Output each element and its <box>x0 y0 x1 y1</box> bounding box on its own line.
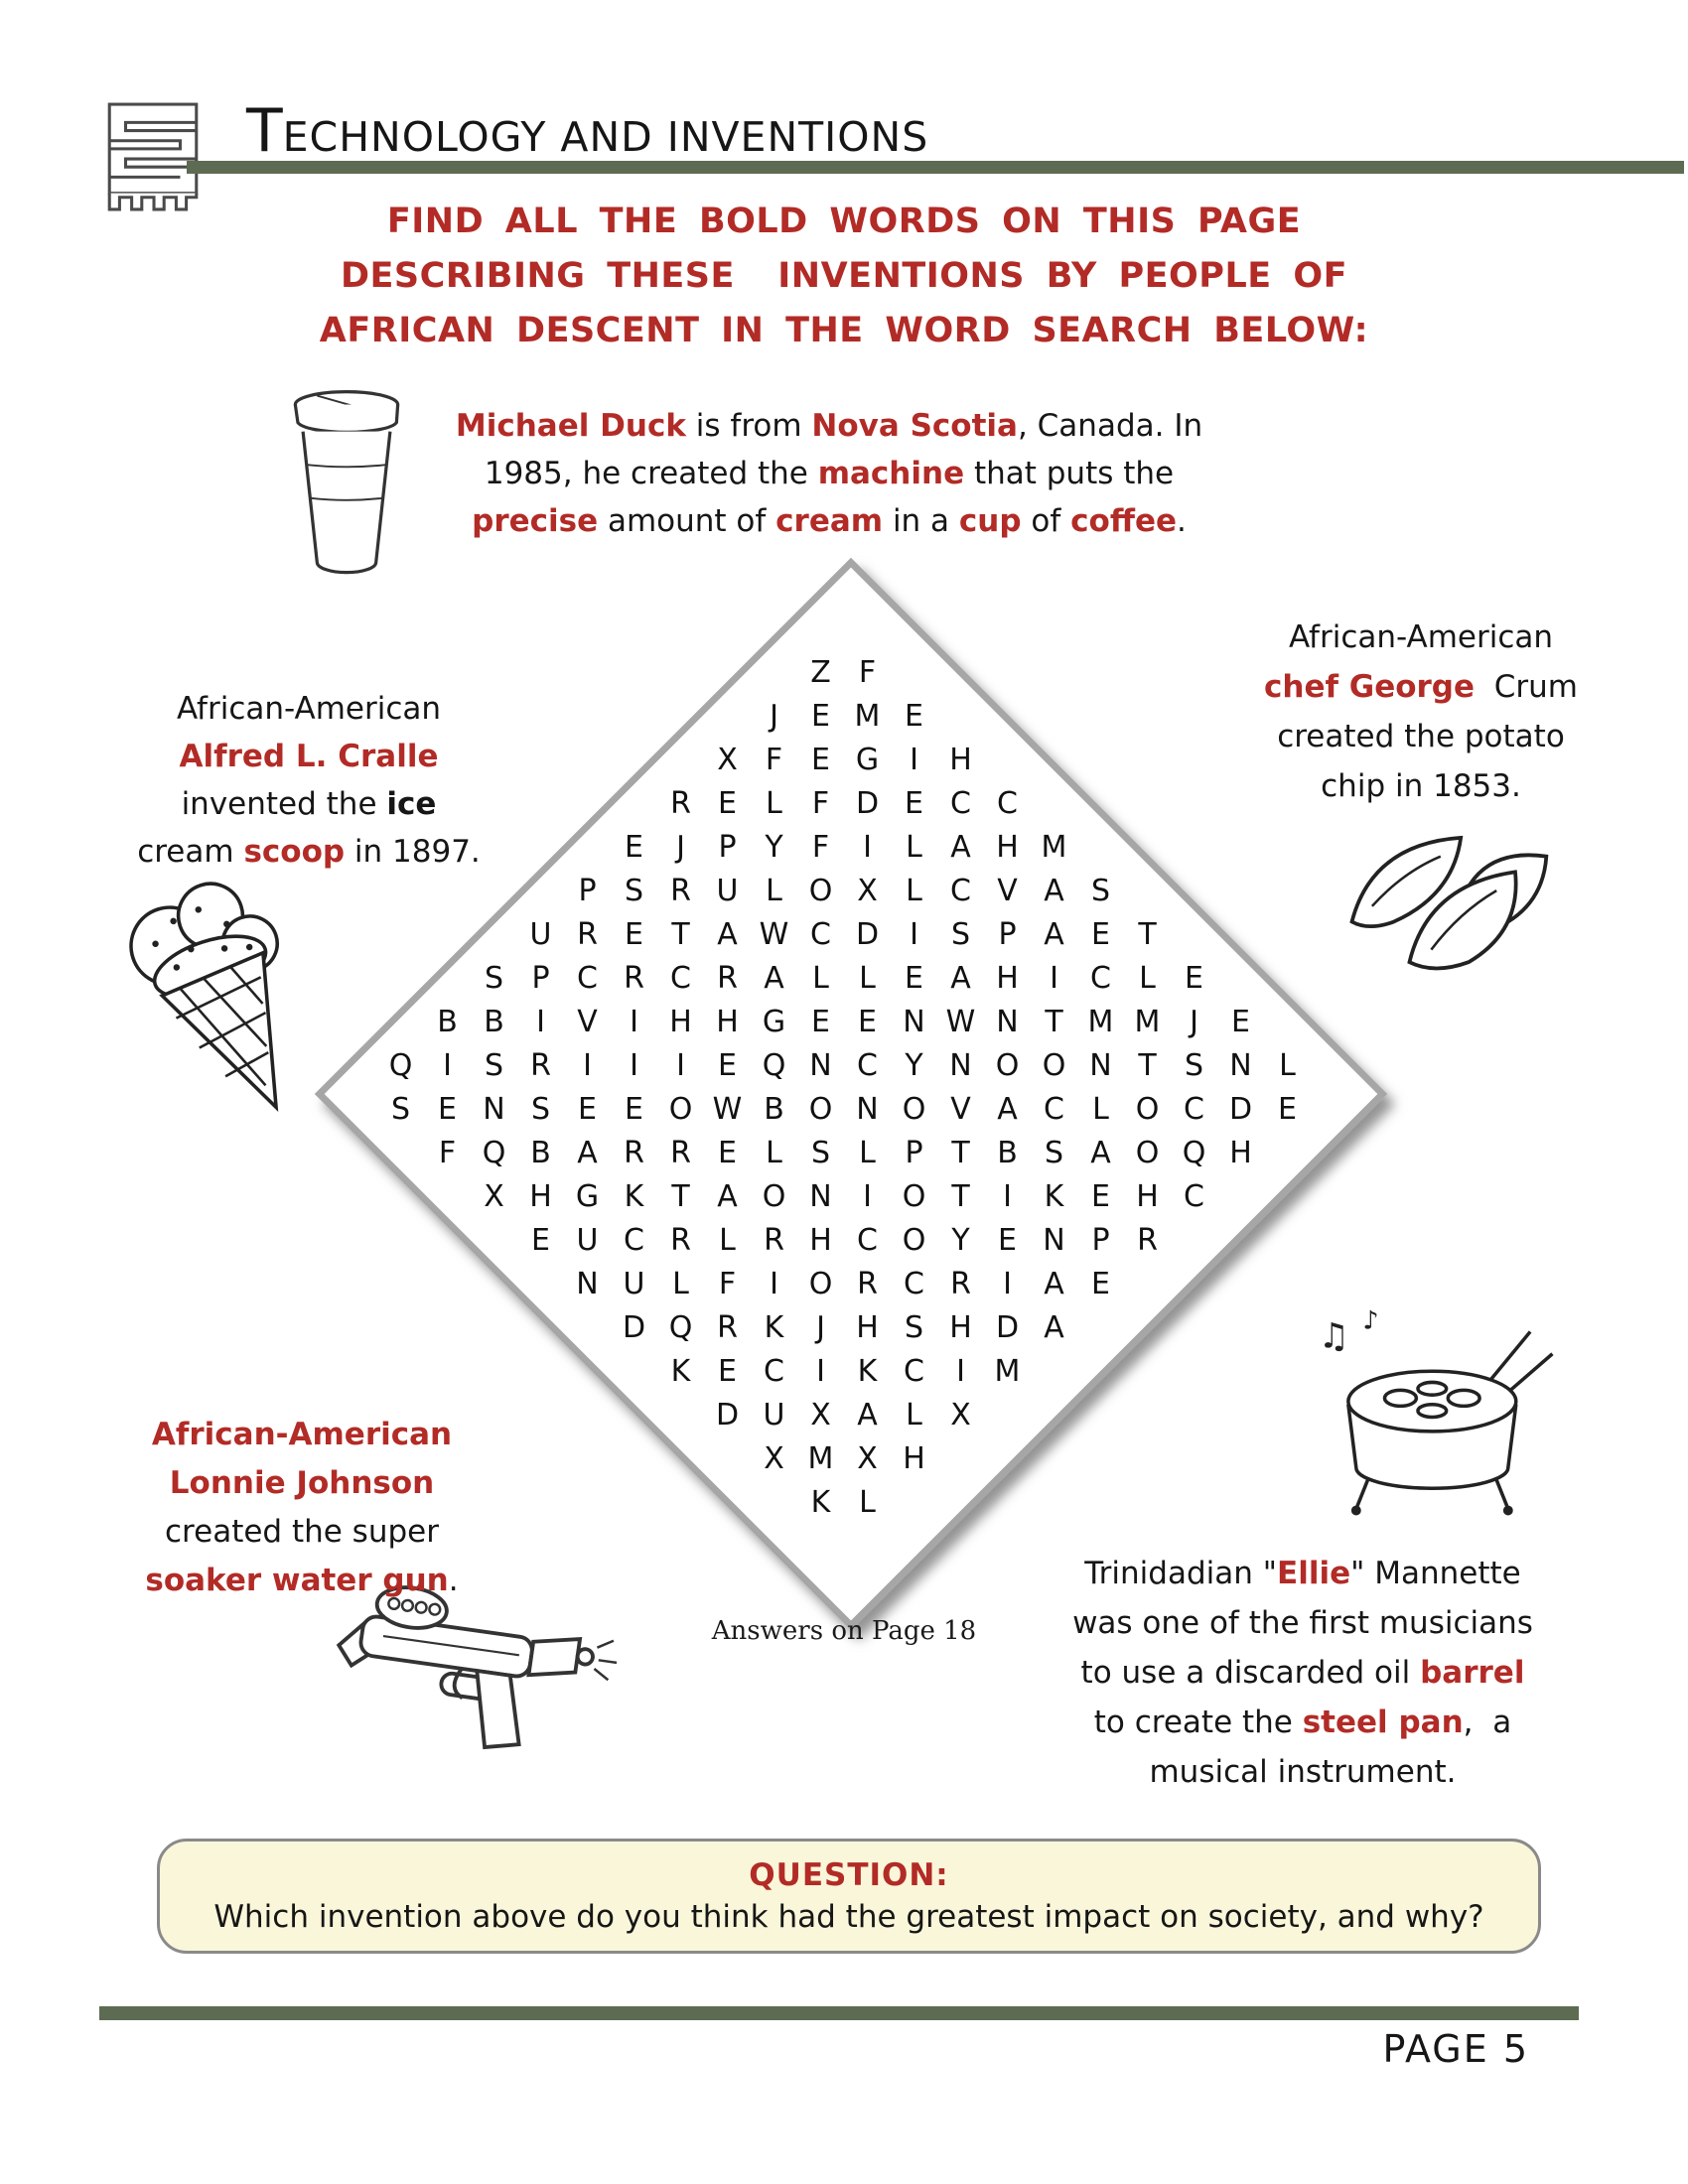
word-search-letter: H <box>949 1309 972 1345</box>
word-search-letter: O <box>808 1266 833 1301</box>
word-search-letter: A <box>997 1091 1018 1127</box>
word-search-letter: P <box>905 1135 923 1170</box>
text-line: FIND ALL THE BOLD WORDS ON THIS PAGE <box>386 202 1302 241</box>
word-search-row <box>0 912 1688 956</box>
text-line: musical instrument. <box>1149 1754 1457 1790</box>
word-search-letter: A <box>857 1397 878 1433</box>
word-search-letter: A <box>1044 1309 1064 1345</box>
word-search-letter: L <box>859 1135 876 1170</box>
svg-text:♪: ♪ <box>1362 1305 1379 1336</box>
word-search-letter: H <box>996 960 1019 996</box>
word-search-letter: E <box>1185 960 1203 996</box>
word-search-letter: I <box>863 1178 872 1214</box>
word-search-letter: L <box>906 829 922 865</box>
word-search-letter: A <box>577 1135 598 1170</box>
word-search-letter: R <box>670 785 691 821</box>
page-title-rest: ECHNOLOGY AND INVENTIONS <box>282 113 929 161</box>
word-search-row <box>0 1043 1688 1087</box>
word-search-letter: C <box>1044 1091 1064 1127</box>
word-search-letter: L <box>672 1266 689 1301</box>
word-search-letter: I <box>910 916 918 952</box>
question-box-text: Which invention above do you think had the greatest impact on society, and why? <box>213 1899 1484 1935</box>
word-search-letter: L <box>1139 960 1156 996</box>
word-search-letter: A <box>1090 1135 1111 1170</box>
text-line: Michael Duck is from Nova Scotia, Canada. In <box>455 408 1203 444</box>
word-search-letter: C <box>624 1222 644 1258</box>
word-search-letter: A <box>717 916 738 952</box>
word-search-letter: K <box>1044 1178 1064 1214</box>
word-search-letter: E <box>625 1091 643 1127</box>
word-search-letter: M <box>807 1440 834 1476</box>
word-search-letter: D <box>1228 1091 1253 1127</box>
word-search-letter: R <box>577 916 598 952</box>
word-search-letter: J <box>816 1309 825 1345</box>
word-search-letter: E <box>811 698 830 734</box>
word-search-letter: P <box>531 960 550 996</box>
word-search-letter: N <box>1089 1047 1112 1083</box>
word-search-letter: I <box>910 742 918 777</box>
word-search-letter: A <box>1044 916 1064 952</box>
word-search-letter: I <box>956 1353 965 1389</box>
word-search-letter: U <box>623 1266 645 1301</box>
word-search-letter: N <box>1043 1222 1065 1258</box>
word-search-letter: B <box>764 1091 784 1127</box>
text-line: African-American <box>1288 619 1554 655</box>
fact-ellie-mannette <box>1021 1549 1585 1797</box>
word-search-row <box>0 1087 1688 1131</box>
word-search-letter: E <box>1091 1178 1110 1214</box>
page-number: PAGE 5 <box>1382 2027 1529 2071</box>
word-search-letter: S <box>484 960 504 996</box>
word-search-letter: T <box>951 1178 970 1214</box>
word-search-letter: S <box>950 916 971 952</box>
word-search-letter: I <box>770 1266 778 1301</box>
word-search-letter: E <box>811 742 830 777</box>
word-search-letter: I <box>816 1353 825 1389</box>
text-line: was one of the first musicians <box>1072 1605 1533 1641</box>
word-search-letter: E <box>1091 1266 1110 1301</box>
word-search-letter: M <box>854 698 881 734</box>
word-search-letter: P <box>718 829 737 865</box>
word-search-letter: F <box>718 1266 737 1301</box>
word-search-letter: K <box>624 1178 644 1214</box>
word-search-letter: T <box>951 1135 970 1170</box>
word-search-letter: H <box>1229 1135 1252 1170</box>
word-search-letter: M <box>1041 829 1067 865</box>
word-search-row <box>0 1131 1688 1174</box>
text-line: African-American <box>176 691 442 727</box>
word-search-letter: A <box>717 1178 738 1214</box>
word-search-row <box>0 956 1688 1000</box>
word-search-letter: Q <box>762 1047 786 1083</box>
word-search-letter: E <box>625 829 643 865</box>
word-search-letter: D <box>715 1397 740 1433</box>
text-line: chip in 1853. <box>1321 768 1521 804</box>
word-search-letter: M <box>1134 1004 1161 1039</box>
word-search-letter: N <box>809 1178 832 1214</box>
word-search-letter: S <box>810 1135 831 1170</box>
word-search-letter: S <box>484 1047 504 1083</box>
word-search-letter: B <box>997 1135 1018 1170</box>
word-search-letter: L <box>859 1484 876 1520</box>
word-search-letter: O <box>808 873 833 908</box>
word-search-letter: O <box>902 1222 926 1258</box>
fact-michael-duck <box>412 402 1246 545</box>
word-search-letter: C <box>950 873 971 908</box>
word-search-letter: O <box>1042 1047 1066 1083</box>
text-line: precise amount of cream in a cup of coffee. <box>472 503 1187 539</box>
text-line: created the potato <box>1277 719 1565 754</box>
word-search-letter: R <box>717 960 738 996</box>
word-search-letter: R <box>670 1135 691 1170</box>
text-line: Trinidadian "Ellie" Mannette <box>1084 1556 1521 1591</box>
word-search-letter: E <box>1091 916 1110 952</box>
word-search-letter: E <box>718 1353 737 1389</box>
word-search-letter: S <box>1044 1135 1064 1170</box>
word-search-letter: I <box>1003 1178 1012 1214</box>
word-search-letter: E <box>811 1004 830 1039</box>
text-line: cream scoop in 1897. <box>137 834 481 870</box>
word-search-letter: H <box>809 1222 832 1258</box>
word-search-letter: L <box>1279 1047 1296 1083</box>
word-search-letter: A <box>764 960 784 996</box>
text-line: created the super <box>165 1514 439 1550</box>
word-search-letter: R <box>530 1047 551 1083</box>
word-search-row <box>0 1000 1688 1043</box>
word-search-letter: B <box>437 1004 458 1039</box>
word-search-letter: E <box>998 1222 1017 1258</box>
word-search-letter: E <box>718 1047 737 1083</box>
word-search-letter: C <box>904 1266 924 1301</box>
word-search-letter: C <box>997 785 1018 821</box>
word-search-letter: O <box>995 1047 1020 1083</box>
word-search-letter: S <box>624 873 644 908</box>
word-search-letter: I <box>443 1047 452 1083</box>
text-line: soaker water gun. <box>145 1563 459 1598</box>
word-search-letter: Q <box>388 1047 413 1083</box>
word-search-letter: V <box>577 1004 598 1039</box>
word-search-letter: L <box>766 785 782 821</box>
word-search-letter: I <box>536 1004 545 1039</box>
word-search-letter: V <box>950 1091 971 1127</box>
word-search-letter: X <box>717 742 738 777</box>
word-search-letter: I <box>1050 960 1058 996</box>
word-search-letter: W <box>945 1004 976 1039</box>
word-search-letter: R <box>670 1222 691 1258</box>
page-title-initial: T <box>246 96 283 166</box>
word-search-letter: R <box>857 1266 878 1301</box>
word-search-row <box>0 1218 1688 1262</box>
question-box-title: QUESTION: <box>749 1857 949 1893</box>
word-search-letter: N <box>949 1047 972 1083</box>
word-search-letter: B <box>530 1135 551 1170</box>
word-search-letter: G <box>575 1178 600 1214</box>
word-search-letter: R <box>717 1309 738 1345</box>
word-search-letter: Y <box>765 829 783 865</box>
word-search-letter: J <box>770 698 778 734</box>
word-search-letter: R <box>950 1266 971 1301</box>
word-search-letter: O <box>1135 1135 1160 1170</box>
word-search-letter: L <box>812 960 829 996</box>
fact-george-crum <box>1234 613 1608 811</box>
word-search-letter: J <box>676 829 685 865</box>
word-search-letter: Q <box>482 1135 506 1170</box>
word-search-letter: C <box>904 1353 924 1389</box>
word-search-letter: O <box>902 1091 926 1127</box>
word-search-letter: C <box>1184 1091 1204 1127</box>
word-search-letter: U <box>716 873 739 908</box>
word-search-letter: D <box>995 1309 1020 1345</box>
word-search-letter: M <box>1087 1004 1114 1039</box>
text-line: invented the ice <box>181 786 437 822</box>
word-search-letter: N <box>856 1091 879 1127</box>
word-search-letter: T <box>1138 1047 1157 1083</box>
text-line: DESCRIBING THESE INVENTIONS BY PEOPLE OF <box>340 256 1348 296</box>
word-search-letter: D <box>622 1309 646 1345</box>
text-line: chef George Crum <box>1264 669 1578 705</box>
word-search-letter: S <box>904 1309 924 1345</box>
word-search-letter: S <box>1184 1047 1204 1083</box>
text-line: African-American <box>151 1417 453 1452</box>
word-search-letter: F <box>765 742 783 777</box>
word-search-letter: T <box>671 916 690 952</box>
word-search-letter: S <box>390 1091 411 1127</box>
word-search-letter: A <box>1044 873 1064 908</box>
word-search-letter: N <box>903 1004 925 1039</box>
word-search-letter: C <box>670 960 691 996</box>
answers-note: Answers on Page 18 <box>711 1616 977 1646</box>
word-search-letter: X <box>950 1397 971 1433</box>
word-search-row <box>0 1349 1688 1393</box>
word-search-letter: E <box>718 1135 737 1170</box>
word-search-letter: A <box>1044 1266 1064 1301</box>
word-search-letter: P <box>578 873 597 908</box>
word-search-row <box>0 1305 1688 1349</box>
word-search-letter: R <box>624 1135 644 1170</box>
fact-lonnie-johnson <box>102 1411 501 1605</box>
word-search-letter: B <box>484 1004 504 1039</box>
word-search-letter: H <box>949 742 972 777</box>
word-search-letter: X <box>857 1440 878 1476</box>
word-search-letter: H <box>903 1440 925 1476</box>
word-search-letter: E <box>905 785 923 821</box>
word-search-letter: G <box>855 742 880 777</box>
word-search-letter: I <box>676 1047 685 1083</box>
word-search-letter: C <box>577 960 598 996</box>
word-search-letter: N <box>1229 1047 1252 1083</box>
word-search-letter: K <box>810 1484 831 1520</box>
word-search-letter: C <box>857 1222 878 1258</box>
word-search-letter: L <box>766 1135 782 1170</box>
word-search-letter: C <box>1090 960 1111 996</box>
word-search-letter: R <box>1137 1222 1158 1258</box>
text-line: AFRICAN DESCENT IN THE WORD SEARCH BELOW: <box>319 311 1369 350</box>
text-line: to use a discarded oil barrel <box>1080 1655 1525 1691</box>
word-search-letter: E <box>578 1091 597 1127</box>
word-search-letter: A <box>950 960 971 996</box>
word-search-letter: V <box>997 873 1018 908</box>
word-search-letter: A <box>950 829 971 865</box>
text-line: Alfred L. Cralle <box>179 739 439 774</box>
word-search-letter: F <box>811 785 830 821</box>
word-search-letter: Q <box>668 1309 693 1345</box>
word-search-letter: L <box>906 873 922 908</box>
word-search-letter: S <box>1090 873 1111 908</box>
word-search-letter: L <box>1092 1091 1109 1127</box>
word-search-letter: Y <box>951 1222 970 1258</box>
text-line: to create the steel pan, a <box>1093 1705 1512 1740</box>
word-search-letter: T <box>671 1178 690 1214</box>
word-search-letter: E <box>438 1091 457 1127</box>
word-search-letter: E <box>625 916 643 952</box>
word-search-letter: O <box>902 1178 926 1214</box>
word-search-letter: T <box>1045 1004 1063 1039</box>
question-box <box>157 1839 1541 1954</box>
word-search-letter: G <box>762 1004 786 1039</box>
word-search-letter: L <box>719 1222 736 1258</box>
word-search-letter: U <box>529 916 552 952</box>
word-search-letter: F <box>858 654 877 690</box>
word-search-letter: K <box>857 1353 878 1389</box>
word-search-letter: Y <box>905 1047 923 1083</box>
music-notes-icon: ♫ <box>1318 1315 1349 1357</box>
fact-alfred-cralle <box>111 685 506 876</box>
word-search-letter: H <box>1136 1178 1159 1214</box>
word-search-letter: I <box>630 1004 638 1039</box>
word-search-letter: R <box>670 873 691 908</box>
word-search-row <box>0 1262 1688 1305</box>
word-search-letter: K <box>670 1353 691 1389</box>
word-search-letter: T <box>1138 916 1157 952</box>
word-search-letter: R <box>764 1222 784 1258</box>
word-search-letter: C <box>764 1353 784 1389</box>
word-search-letter: N <box>576 1266 599 1301</box>
word-search-letter: Q <box>1182 1135 1206 1170</box>
word-search-letter: C <box>810 916 831 952</box>
word-search-letter: E <box>1278 1091 1297 1127</box>
word-search-letter: Z <box>810 654 831 690</box>
word-search-letter: P <box>998 916 1017 952</box>
word-search-letter: K <box>764 1309 784 1345</box>
word-search-letter: I <box>1003 1266 1012 1301</box>
word-search-letter: U <box>576 1222 599 1258</box>
word-search-letter: L <box>859 960 876 996</box>
word-search-letter: E <box>718 785 737 821</box>
word-search-letter: E <box>905 698 923 734</box>
word-search-letter: C <box>1184 1178 1204 1214</box>
word-search-letter: E <box>858 1004 877 1039</box>
word-search-letter: L <box>766 873 782 908</box>
word-search-letter: O <box>762 1178 786 1214</box>
word-search-letter: R <box>624 960 644 996</box>
word-search-letter: X <box>484 1178 504 1214</box>
word-search-letter: N <box>483 1091 505 1127</box>
word-search-letter: X <box>810 1397 831 1433</box>
word-search-letter: O <box>668 1091 693 1127</box>
word-search-letter: J <box>1190 1004 1198 1039</box>
word-search-letter: E <box>531 1222 550 1258</box>
word-search-row <box>0 1174 1688 1218</box>
word-search-letter: H <box>529 1178 552 1214</box>
word-search-letter: W <box>712 1091 743 1127</box>
word-search-letter: E <box>905 960 923 996</box>
word-search-letter: L <box>906 1397 922 1433</box>
word-search-letter: H <box>669 1004 692 1039</box>
word-search-letter: F <box>811 829 830 865</box>
text-line: Lonnie Johnson <box>169 1465 435 1501</box>
word-search-letter: N <box>996 1004 1019 1039</box>
word-search-letter: O <box>1135 1091 1160 1127</box>
word-search-letter: N <box>809 1047 832 1083</box>
word-search-letter: D <box>855 785 880 821</box>
word-search-letter: I <box>583 1047 592 1083</box>
word-search-letter: U <box>763 1397 785 1433</box>
word-search-letter: M <box>994 1353 1021 1389</box>
word-search-letter: D <box>855 916 880 952</box>
word-search-letter: H <box>996 829 1019 865</box>
word-search-letter: O <box>808 1091 833 1127</box>
word-search-letter: X <box>857 873 878 908</box>
word-search-letter: F <box>438 1135 457 1170</box>
word-search-letter: X <box>764 1440 784 1476</box>
word-search-letter: I <box>630 1047 638 1083</box>
word-search-letter: C <box>857 1047 878 1083</box>
word-search-letter: P <box>1091 1222 1110 1258</box>
word-search-letter: W <box>759 916 789 952</box>
word-search-letter: I <box>863 829 872 865</box>
text-line: 1985, he created the machine that puts the <box>484 456 1175 491</box>
word-search-letter: H <box>856 1309 879 1345</box>
word-search-letter: S <box>530 1091 551 1127</box>
word-search-letter: C <box>950 785 971 821</box>
word-search-letter: E <box>1231 1004 1250 1039</box>
word-search-letter: H <box>716 1004 739 1039</box>
